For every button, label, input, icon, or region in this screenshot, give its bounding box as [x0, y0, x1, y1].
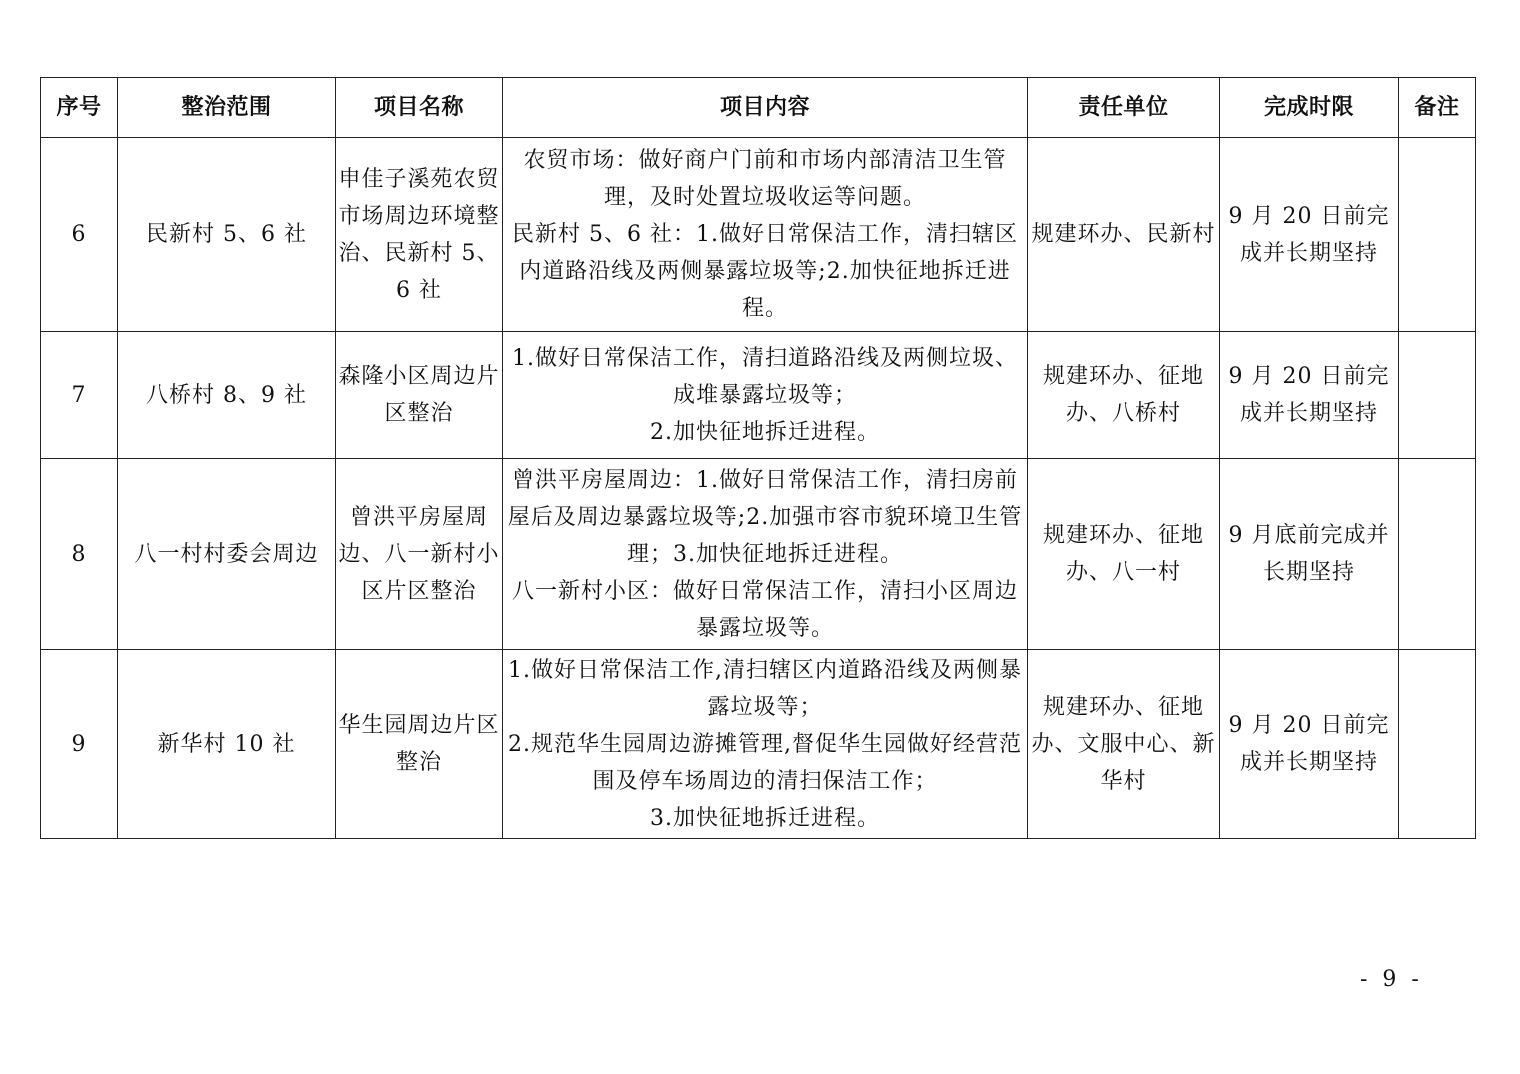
table-row	[41, 138, 1476, 332]
table-row	[41, 459, 1476, 650]
header-scope: 整治范围	[118, 78, 336, 138]
cell-remark	[1399, 138, 1476, 332]
cell-project-content	[503, 138, 1028, 332]
cell-deadline: 9 月 20 日前完成并长期坚持	[1220, 650, 1399, 839]
content-paragraph: 1.做好日常保洁工作,清扫辖区内道路沿线及两侧暴露垃圾等；	[508, 657, 1022, 720]
header-project-name: 项目名称	[336, 78, 503, 138]
cell-project-name: 曾洪平房屋周边、八一新村小区片区整治	[336, 459, 503, 650]
cell-scope: 八一村村委会周边	[118, 459, 336, 650]
cell-remark	[1399, 650, 1476, 839]
cell-remark	[1399, 459, 1476, 650]
rectification-table	[40, 77, 1476, 839]
header-responsible-unit: 责任单位	[1028, 78, 1220, 138]
cell-deadline: 9 月 20 日前完成并长期坚持	[1220, 138, 1399, 332]
header-project-content: 项目内容	[503, 78, 1028, 138]
cell-no: 9	[41, 650, 118, 839]
cell-deadline: 9 月底前完成并长期坚持	[1220, 459, 1399, 650]
content-paragraph: 2.规范华生园周边游摊管理,督促华生园做好经营范围及停车场周边的清扫保洁工作；	[508, 731, 1022, 794]
table-row	[41, 332, 1476, 459]
header-no: 序号	[41, 78, 118, 138]
cell-no: 7	[41, 332, 118, 459]
table-row	[41, 650, 1476, 839]
content-paragraph: 曾洪平房屋周边：1.做好日常保洁工作，清扫房前屋后及周边暴露垃圾等;2.加强市容市貌环境卫生管理；3.加快征地拆迁进程。	[507, 467, 1023, 567]
cell-project-content	[503, 459, 1028, 650]
content-paragraph: 农贸市场：做好商户门前和市场内部清洁卫生管理，及时处置垃圾收运等问题。	[523, 148, 1007, 210]
cell-project-content	[503, 332, 1028, 459]
cell-responsible-unit: 规建环办、征地办、八一村	[1028, 459, 1220, 650]
cell-deadline: 9 月 20 日前完成并长期坚持	[1220, 332, 1399, 459]
cell-project-name: 森隆小区周边片区整治	[336, 332, 503, 459]
cell-responsible-unit: 规建环办、民新村	[1028, 138, 1220, 332]
cell-scope: 民新村 5、6 社	[118, 138, 336, 332]
header-deadline: 完成时限	[1220, 78, 1399, 138]
cell-responsible-unit: 规建环办、征地办、文服中心、新华村	[1028, 650, 1220, 839]
cell-scope: 八桥村 8、9 社	[118, 332, 336, 459]
cell-no: 6	[41, 138, 118, 332]
cell-scope: 新华村 10 社	[118, 650, 336, 839]
page-number: - 9 -	[1360, 967, 1423, 992]
cell-responsible-unit: 规建环办、征地办、八桥村	[1028, 332, 1220, 459]
cell-remark	[1399, 332, 1476, 459]
content-paragraph: 2.加快征地拆迁进程。	[650, 419, 880, 445]
cell-project-name: 华生园周边片区整治	[336, 650, 503, 839]
content-paragraph: 3.加快征地拆迁进程。	[650, 805, 880, 831]
cell-project-name: 申佳子溪苑农贸市场周边环境整治、民新村 5、6 社	[336, 138, 503, 332]
content-paragraph: 1.做好日常保洁工作，清扫道路沿线及两侧垃圾、成堆暴露垃圾等；	[512, 345, 1018, 408]
header-remark: 备注	[1399, 78, 1476, 138]
content-paragraph: 八一新村小区：做好日常保洁工作，清扫小区周边暴露垃圾等。	[511, 578, 1018, 641]
cell-no: 8	[41, 459, 118, 650]
table-header-row	[41, 78, 1476, 138]
cell-project-content	[503, 650, 1028, 839]
content-paragraph: 民新村 5、6 社：1.做好日常保洁工作，清扫辖区内道路沿线及两侧暴露垃圾等;2.加快征地拆迁进程。	[512, 222, 1018, 321]
